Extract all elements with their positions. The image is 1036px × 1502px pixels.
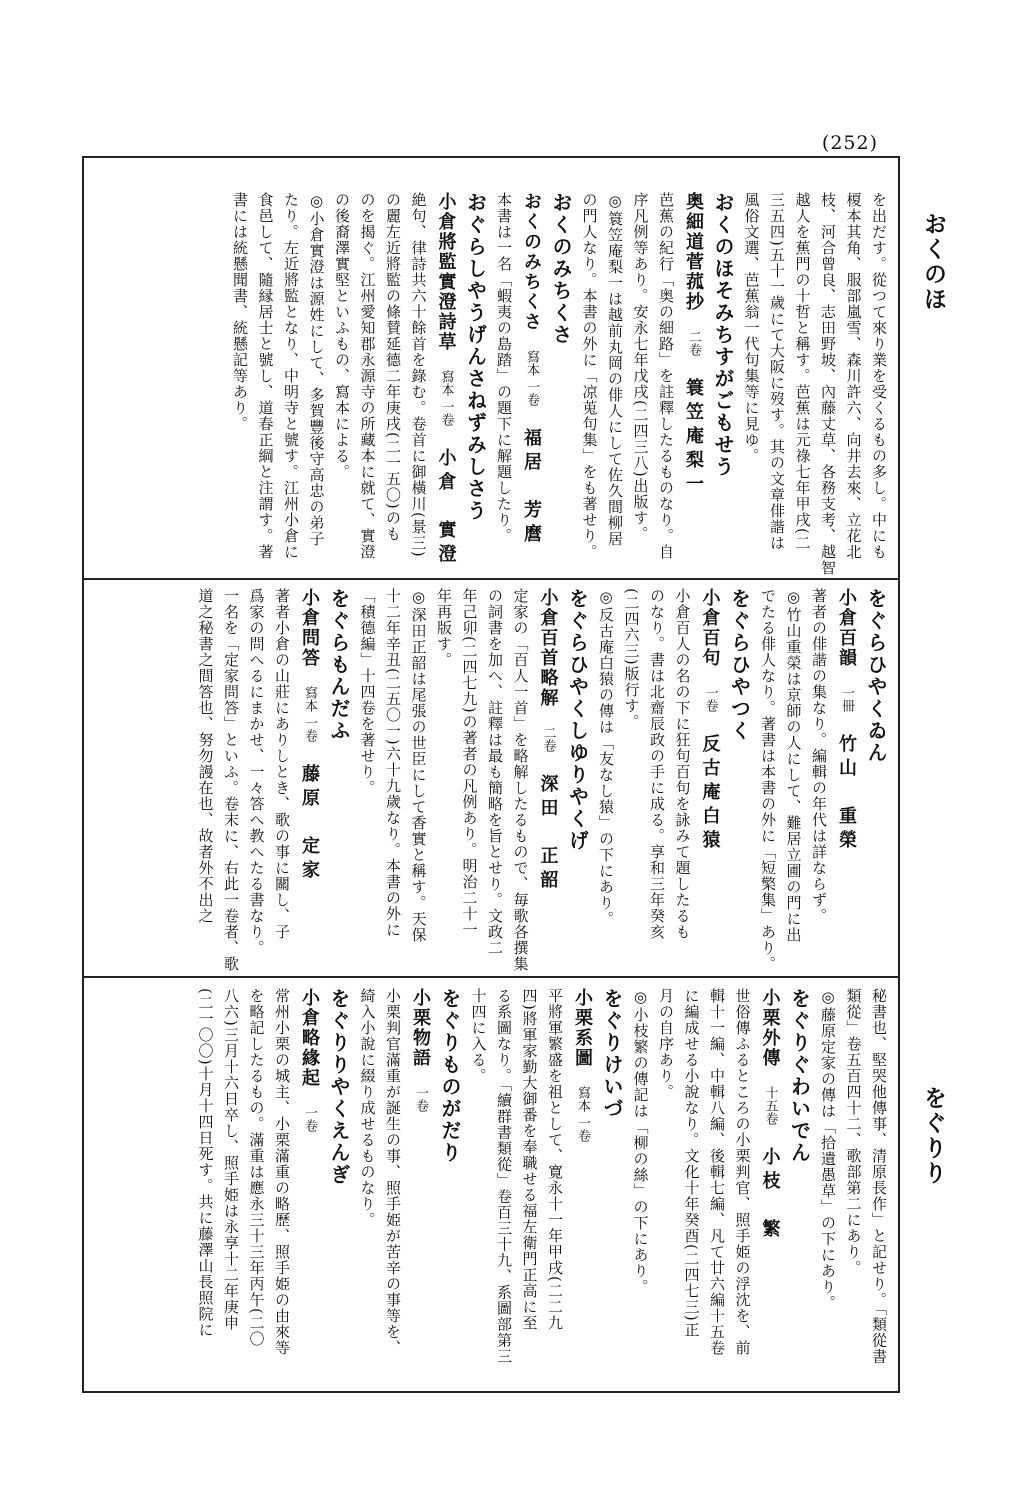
column-text: 輯十一編、中輯八編、後輯七編、凡て廿六編十五卷: [708, 988, 726, 1356]
column-text: 小栗判官滿重が誕生の事、照手姫が苦辛の事等を、: [384, 988, 402, 1356]
text-column: [598, 588, 613, 927]
column-text: 世俗傳ふるところの小栗判官、照手姫の浮沈を、前: [733, 988, 752, 1356]
text-column: [198, 588, 213, 924]
column-text: を出だす。從つて來り業を受くるもの多し。中にも: [870, 192, 888, 560]
column-text: 三五四)五十一歲にて大阪に歿す。其の文章俳諧は: [768, 192, 786, 551]
column-text: のを揭ぐ。江州愛知郡永源寺の所藏本に就て、實澄: [358, 192, 377, 560]
entry-title: 小倉略緣起: [299, 988, 320, 1088]
section-top: [231, 192, 888, 576]
column-text: 越人を蕉門の十哲と稱す。芭蕉は元祿七年甲戌(二: [793, 192, 812, 551]
entry-author: 藤原 定家: [299, 764, 320, 885]
column-text: たり。左近將監となり、中明寺と號す。江州小倉に: [282, 192, 300, 560]
column-text: 常州小栗の城主、小栗滿重の略歷、照手姫の由來等: [273, 988, 291, 1356]
entry-title-line: [761, 988, 779, 1243]
entry-title-line: [437, 192, 455, 568]
column-text: をぐりぐわいでん: [787, 988, 812, 1164]
entry-title-line: [837, 588, 855, 854]
text-column: [360, 192, 375, 560]
column-text: をぐらひやつく: [727, 588, 752, 742]
column-text: 八六)三月十六日卒し、照手姫は永享十二年庚申: [222, 988, 240, 1331]
text-column: [487, 588, 502, 956]
column-text: 枝、河合曾良、志田野坡、內藤丈草、各務支考、越智: [819, 192, 837, 576]
text-column: [744, 192, 759, 464]
text-column: [360, 588, 375, 796]
text-column: [684, 988, 699, 1338]
entry-author: 竹山 重榮: [836, 734, 857, 854]
text-column: [658, 192, 673, 560]
entry-title: 奥細道菅菰抄: [683, 192, 704, 312]
entry-reading-heading: [713, 192, 733, 478]
text-column: [633, 192, 648, 542]
section-divider-lower: [82, 976, 900, 978]
column-text: 定家の「百人一首」を略解したるもので、毎歌各撰集: [511, 588, 530, 972]
volume-count: 寫本 一卷: [438, 370, 454, 427]
entry-reading-heading: [565, 588, 590, 852]
volume-count: 一冊: [839, 686, 854, 712]
entry-title-line: [300, 988, 318, 1132]
volume-count: 二卷: [540, 726, 556, 752]
text-column: [274, 588, 289, 940]
column-text: を略記したるもの。滿重は應永三十三年丙午(二〇: [247, 988, 266, 1347]
column-text: 書には統懸聞書、統懸記等あり。: [231, 192, 249, 432]
column-text: 本書は一名「蝦夷の島踏」の題下に解題したり。: [495, 192, 513, 544]
entry-author: 反古庵白猿: [699, 734, 721, 854]
section-middle: [196, 588, 888, 972]
page-number: (252): [821, 132, 878, 154]
column-text: の後裔澤實堅といふもの、寫本による。: [333, 192, 351, 480]
text-column: [709, 988, 724, 1356]
text-column: [334, 192, 349, 480]
column-text: 著者小倉の山莊にありしとき、歌の事に關し、子: [273, 588, 291, 940]
column-text: 秘書也、堅哭他傳事、清原長作」と記せり。「類從書: [870, 988, 888, 1365]
entry-title: 小倉將監實澄詩草: [435, 192, 457, 352]
text-column: [633, 988, 648, 1295]
column-text: (二四六三)版行す。: [622, 588, 641, 730]
column-text: 榎本其角、服部嵐雪、森川許六、向井去來、立花北: [844, 192, 863, 560]
column-text: ◎深田正韶は尾張の世臣にして香實と稱す。天保: [409, 588, 428, 943]
entry-author: 簑笠庵梨一: [683, 378, 704, 498]
entry-title: 小倉百句: [699, 588, 721, 668]
column-text: 年己卯(二四七九)の著者の凡例あり。明治二十一: [460, 588, 479, 938]
section-bottom: [196, 988, 888, 1383]
entry-author: 小枝 繁: [759, 1147, 781, 1243]
text-column: [496, 192, 511, 544]
column-text: ◎反古庵白猿の傳は「友なし猿」の下にあり。: [597, 588, 615, 927]
volume-count: 寫本 一卷: [524, 350, 539, 407]
column-text: (二一〇〇)十月十四日死す。共に藤澤山長照院に: [196, 988, 215, 1338]
text-column: [385, 988, 400, 1356]
column-text: 食邑して、隨縁居士と號し、道春正綱と注謂す。著: [256, 192, 275, 560]
text-column: [547, 988, 562, 1331]
column-text: ◎竹山重榮は京師の人にして、難居立圃の門に出: [784, 588, 803, 943]
entry-reading-heading: [602, 988, 622, 1120]
column-text: 綺入小說に綴り成せるものなり。: [358, 988, 377, 1228]
text-column: [385, 192, 400, 542]
text-column: [624, 588, 639, 730]
column-text: 月の自序あり。: [657, 988, 675, 1100]
entry-reading-heading: [787, 988, 812, 1164]
entry-reading-heading: [551, 192, 571, 346]
entry-title-line: [539, 588, 557, 894]
entry-reading-heading: [727, 588, 752, 742]
text-column: [462, 588, 477, 938]
column-text: 年再版す。: [435, 588, 453, 668]
column-text: る系圖なり。「續群書類從」卷百三十九、系圖部第三: [495, 988, 513, 1365]
column-text: をぐりりやくえんぎ: [327, 988, 351, 1186]
text-column: [385, 588, 400, 938]
text-column: [795, 192, 810, 551]
entry-reading-heading: [440, 988, 460, 1164]
entry-title: 小栗物語: [410, 988, 431, 1068]
column-text: の詞書を加へ、註釋は最も簡略を旨とせり。文政二: [486, 588, 504, 956]
text-column: [232, 192, 247, 432]
text-column: [436, 588, 451, 668]
text-column: [513, 588, 528, 972]
text-column: [760, 588, 775, 972]
column-text: おくのほそみちすがごもせう: [711, 192, 735, 478]
entry-title: 小栗系圖: [572, 988, 593, 1068]
entry-author: 小倉 實澄: [435, 448, 457, 569]
column-text: をぐりものがだり: [438, 988, 462, 1164]
volume-count: 一卷: [702, 686, 718, 712]
column-text: 道之秘書之間答也、努勿謾在也、故者外不出之: [196, 588, 215, 924]
entry-title: 小倉百首略解: [537, 588, 559, 708]
text-column: [820, 988, 835, 1311]
entry-reading-heading: [463, 192, 488, 522]
text-column: [582, 192, 597, 560]
entry-title-line: [573, 988, 591, 1142]
text-column: [871, 192, 886, 560]
entry-title: 小栗外傳: [759, 988, 781, 1068]
text-column: [360, 988, 375, 1228]
entry-title-line: [411, 988, 429, 1112]
column-text: 芭蕉の紀行「奥の細路」を註釋したるものなり。自: [657, 192, 675, 560]
column-text: の麗左近將監の條賛延德二年庚戌(二一五〇)のも: [384, 192, 402, 542]
entry-author: 福居 芳麿: [521, 428, 542, 549]
text-column: [309, 192, 324, 547]
running-head-top: おくのほ: [920, 212, 947, 312]
text-column: [871, 988, 886, 1365]
text-column: [846, 192, 861, 560]
text-column: [249, 988, 264, 1347]
column-text: おぐらしやうげんさねずみしさう: [463, 192, 488, 522]
column-text: 「積德編」十四卷を著せり。: [358, 588, 377, 796]
text-column: [496, 988, 511, 1365]
entry-title: 小倉百韻: [836, 588, 857, 668]
volume-count: 十五卷: [762, 1086, 778, 1125]
entry-reading-heading: [329, 588, 349, 742]
column-text: 絶句、律詩共六十餘首を錄む。卷首に御橫川(景三): [409, 192, 428, 558]
text-column: [786, 588, 801, 943]
text-column: [658, 988, 673, 1100]
column-text: をぐらひやくしゆりやくげ: [565, 588, 590, 852]
column-text: をぐりけいづ: [600, 988, 624, 1120]
column-text: 十四に入る。: [469, 988, 488, 1084]
text-column: [258, 192, 273, 560]
text-column: [471, 988, 486, 1084]
text-column: [223, 988, 238, 1331]
column-text: 類從」卷五百四十二、歌部第二にあり。: [844, 988, 863, 1276]
volume-count: 一卷: [413, 1086, 428, 1112]
column-text: の門人なり。本書の外に「凉莵句集」をも著せり。: [580, 192, 599, 560]
entry-title-line: [300, 588, 318, 884]
column-text: 小倉百人の名の下に狂句百句を詠みて題したるも: [673, 588, 692, 940]
text-column: [411, 588, 426, 943]
text-column: [769, 192, 784, 551]
text-column: [522, 988, 537, 1331]
column-text: をぐらもんだふ: [327, 588, 351, 742]
running-head-bottom: をぐりり: [920, 1086, 947, 1186]
volume-count: 一卷: [302, 1106, 317, 1132]
entry-title-line: [684, 192, 702, 498]
volume-count: 寫本 一卷: [575, 1086, 590, 1143]
column-text: 十二年辛丑(二五〇一)六十九歲なり。本書の外に: [384, 588, 402, 938]
entry-title: 小倉問答: [299, 588, 320, 668]
entry-reading-heading: [866, 588, 886, 764]
column-text: 一名を「定家問答」といふ。卷末に、右此一卷者、歌: [222, 588, 240, 972]
volume-count: 寫本 一卷: [302, 686, 317, 743]
text-column: [223, 588, 238, 972]
column-text: ◎藤原定家の傳は「拾遺愚草」の下にあり。: [819, 988, 837, 1311]
text-column: [198, 988, 213, 1338]
volume-count: 二卷: [686, 330, 701, 356]
column-text: 爲家の問へるにまかせ、一々答へ教へたる書なり。: [247, 588, 266, 956]
entry-title-line: [522, 192, 540, 548]
text-column: [846, 988, 861, 1276]
column-text: 序凡例等あり。安永七年戊戌(二四三八)出版す。: [631, 192, 650, 542]
text-column: [283, 192, 298, 560]
column-text: ◎小枝繁の傳記は「柳の絲」の下にあり。: [631, 988, 650, 1295]
entry-reading-heading: [329, 988, 349, 1186]
text-column: [649, 588, 664, 940]
text-column: [274, 988, 289, 1356]
entry-title-line: [701, 588, 719, 854]
column-text: 四)將軍家勤大御番を奉職せる福左衛門正高に至: [520, 988, 539, 1331]
text-column: [820, 192, 835, 576]
section-divider-upper: [82, 578, 900, 580]
column-text: おくのみちくさ: [549, 192, 573, 346]
column-text: のなり。書は北齋辰政の手に成る。享和三年癸亥: [648, 588, 666, 940]
column-text: をぐらひやくゐん: [864, 588, 888, 764]
entry-title: おくのみちくさ: [521, 192, 542, 332]
column-text: 著者の俳諧の集なり。編輯の年代は詳ならず。: [810, 588, 828, 924]
text-column: [411, 192, 426, 558]
column-text: 風俗文選、芭蕉翁一代句集等に見ゆ。: [742, 192, 761, 464]
column-text: ◎簑笠庵梨一は越前丸岡の俳人にして佐久間柳居: [606, 192, 624, 547]
text-column: [735, 988, 750, 1356]
column-text: に編成せる小說なり。文化十年癸酉(二四七三)正: [682, 988, 701, 1338]
column-text: 平將軍繁盛を祖として、寛永十一年甲戌(二二九: [546, 988, 564, 1331]
text-column: [607, 192, 622, 547]
text-column: [811, 588, 826, 924]
column-text: でたる俳人なり。著書は本書の外に「短檠集」あり。: [759, 588, 777, 972]
column-text: ◎小倉實澄は源姓にして、多賀豐後守高忠の弟子: [307, 192, 326, 547]
entry-author: 深田 正韶: [537, 774, 559, 894]
text-column: [675, 588, 690, 940]
text-column: [249, 588, 264, 956]
